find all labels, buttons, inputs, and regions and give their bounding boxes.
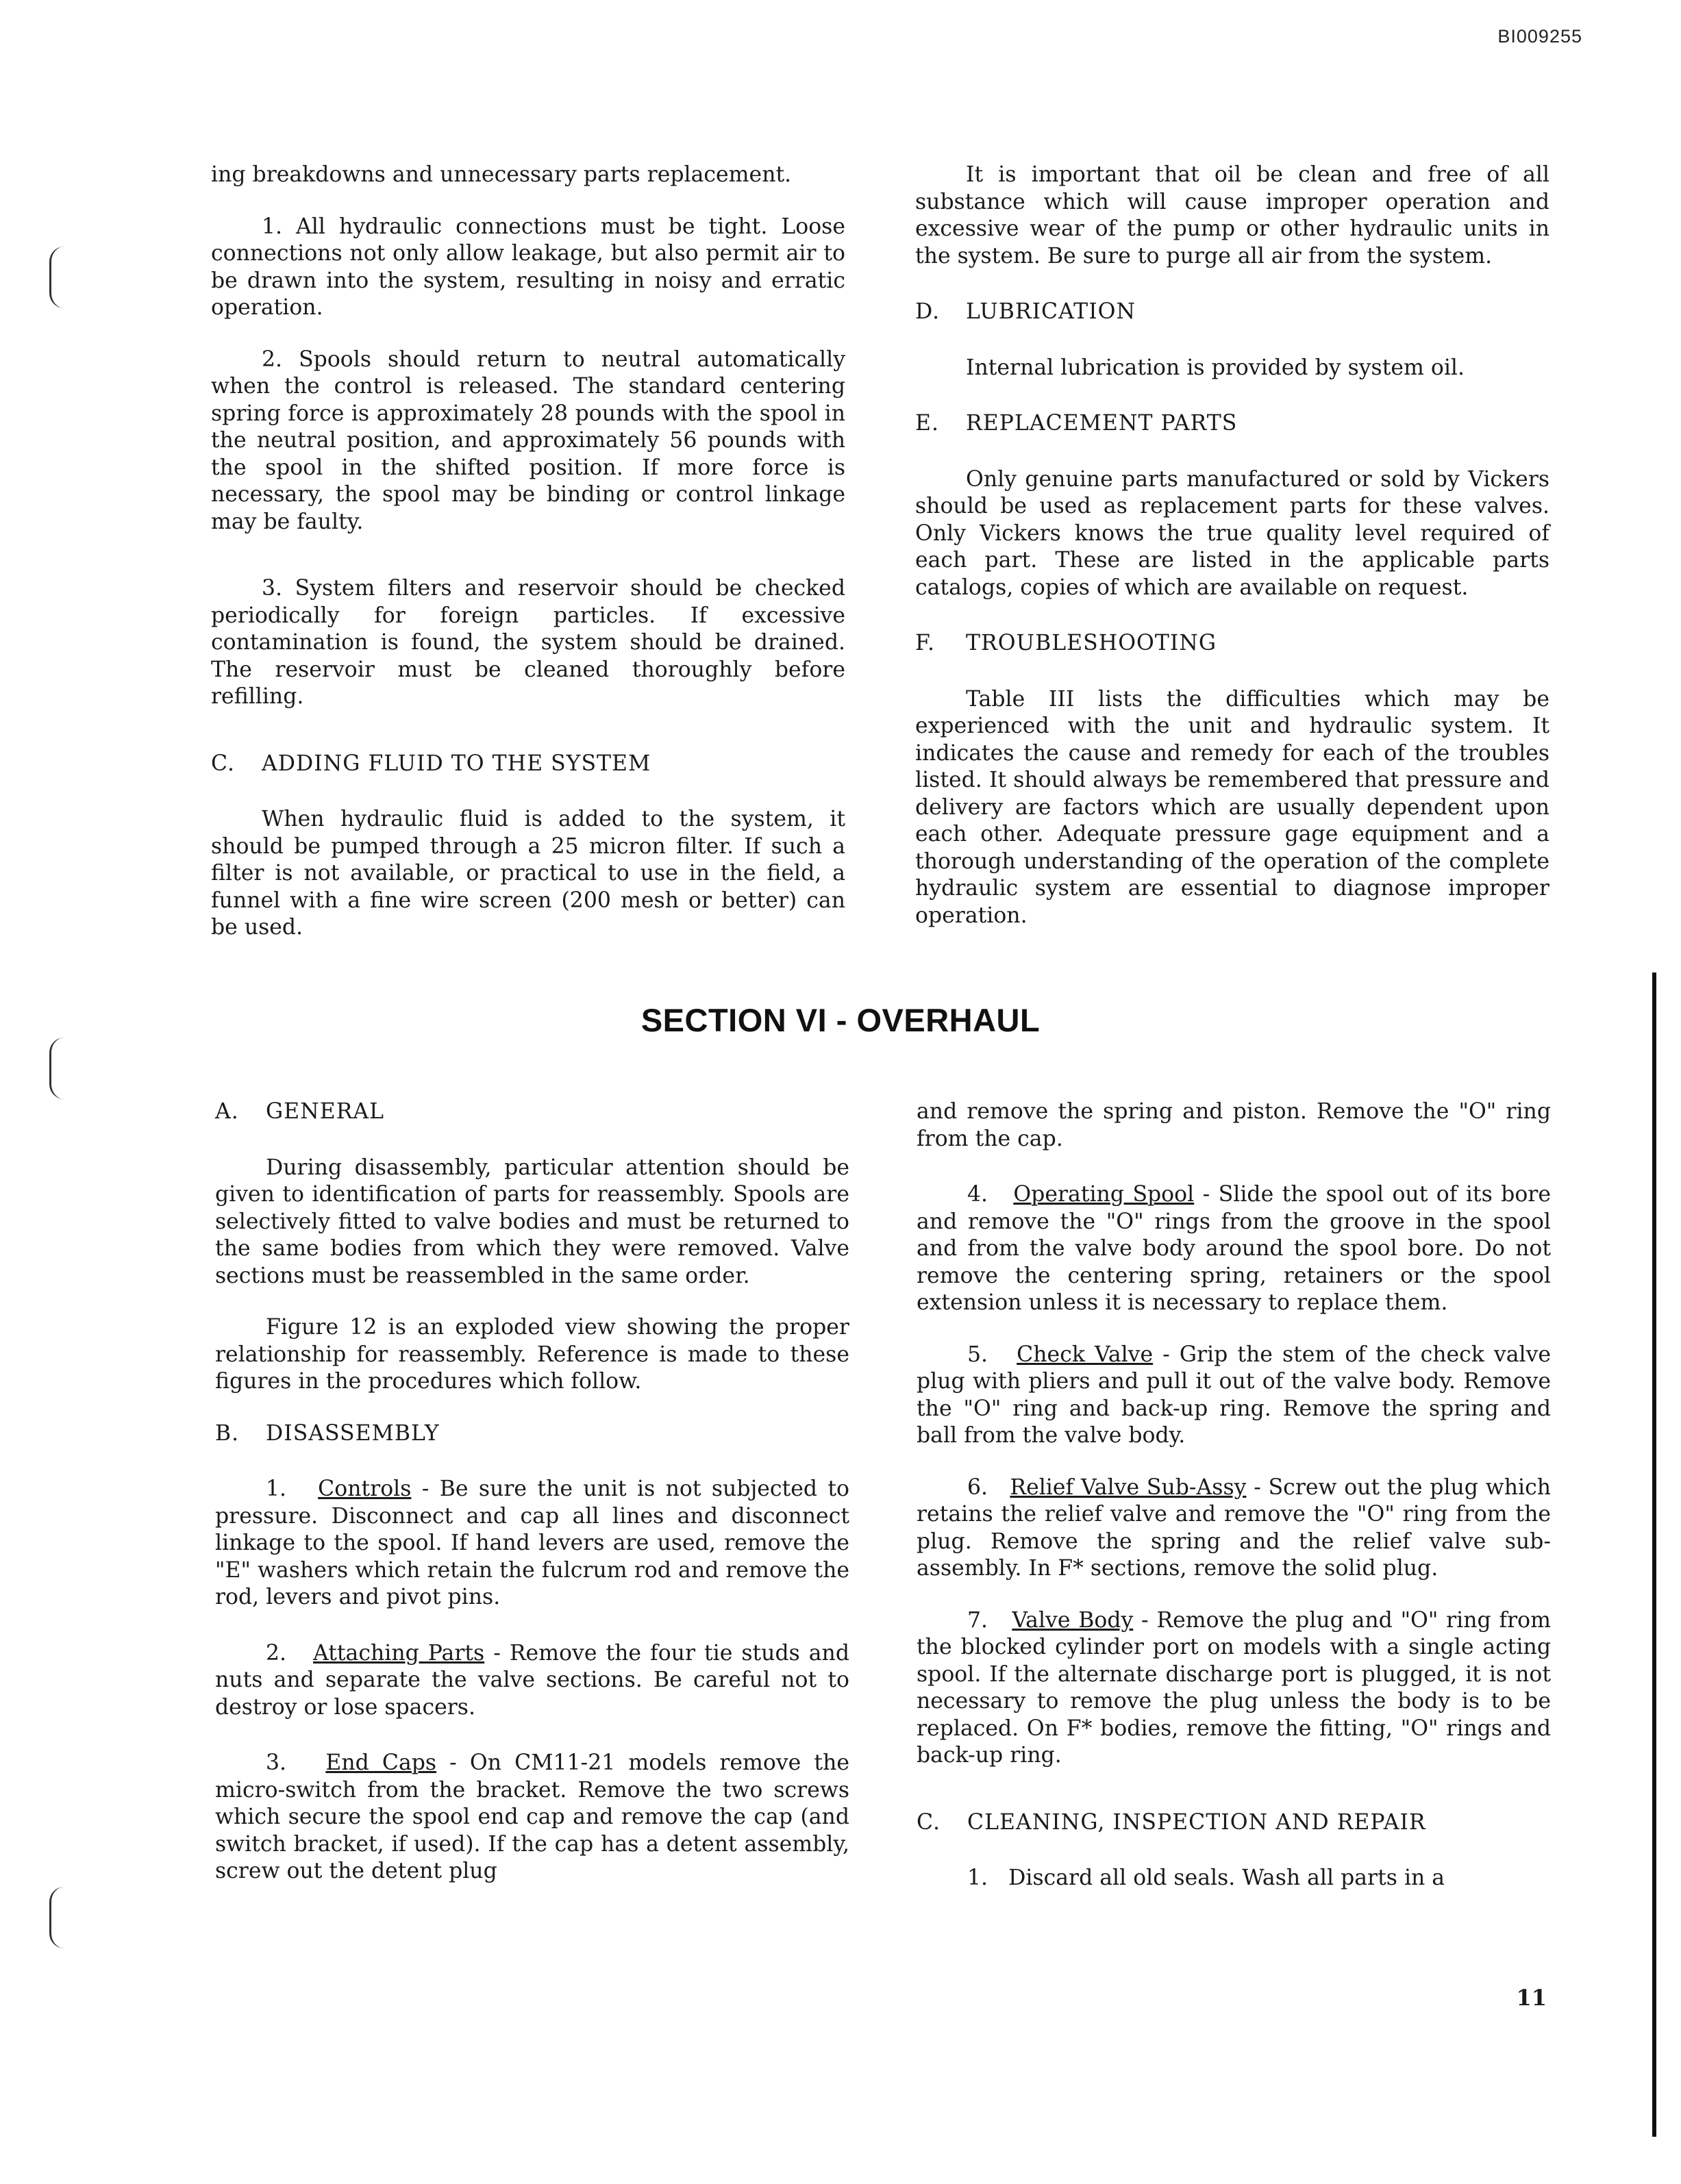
heading-text: CLEANING, INSPECTION AND REPAIR <box>967 1809 1426 1835</box>
section-heading <box>915 299 1549 326</box>
spacer <box>917 1836 1551 1865</box>
procedure-step <box>917 1865 1551 1892</box>
spacer <box>211 777 845 806</box>
step-title: End Caps <box>325 1750 437 1775</box>
heading-letter: A. <box>215 1099 239 1124</box>
page-number: 11 <box>1516 1985 1547 2011</box>
paragraph: It is important that oil be clean and free of all substance which will cause improper operation and excessive wear of the pump or other hydraulic units in the system. Be sure to purge all air from the system. <box>915 162 1549 268</box>
paragraph: and remove the spring and piston. Remove the "O" ring from the cap. <box>917 1099 1551 1151</box>
procedure-step <box>215 1476 849 1611</box>
spacer <box>211 536 845 575</box>
spacer <box>917 1317 1551 1342</box>
paragraph: 3. System filters and reservoir should be checked periodically for foreign particles. If excessive contamination is found, the system should be drained. The reservoir must be cleaned thoroughly before refilling. <box>211 576 845 709</box>
spacer <box>215 1721 849 1750</box>
step-number: 1. <box>266 1477 287 1501</box>
section-heading <box>915 410 1549 438</box>
section-title: SECTION VI - OVERHAUL <box>640 1002 1041 1038</box>
step-body: - On CM11-21 models remove the micro-switch from the bracket. Remove the two screws which secure the spool end cap and remove the cap (and switch bracket, if used). If the cap has a detent assembly, screw out the detent plug <box>215 1750 849 1883</box>
section-heading <box>917 1809 1551 1837</box>
step-number: 4. <box>967 1182 988 1207</box>
paragraph: ing breakdowns and unnecessary parts replacement. <box>211 162 792 187</box>
binder-hole-mark <box>49 247 66 308</box>
section-heading <box>211 751 845 778</box>
section-heading <box>215 1420 849 1448</box>
step-title: Relief Valve Sub-Assy <box>1010 1474 1247 1500</box>
heading-text: TROUBLESHOOTING <box>966 631 1217 655</box>
step-title: Controls <box>318 1477 412 1501</box>
heading-letter: C. <box>917 1809 941 1835</box>
column-bottom-right <box>917 1099 1551 1892</box>
paragraph: Figure 12 is an exploded view showing the proper relationship for reassembly. Reference is made to these figures in the procedures which follow. <box>215 1315 849 1394</box>
heading-text: DISASSEMBLY <box>266 1420 440 1446</box>
step-body: - Remove the four tie studs and nuts and separate the valve sections. Be careful not to destroy or lose spacers. <box>215 1640 850 1720</box>
heading-text: ADDING FLUID TO THE SYSTEM <box>262 751 651 776</box>
paragraph: Table III lists the difficulties which may be experienced with the unit and hydraulic system. It indicates the cause and remedy for each of the troubles listed. It should always be remembered that pressure and delivery are factors which are usually dependent upon each other. Adequate pressure gage equipment and a thorough understanding of the operation of the complete hydraulic system are essential to diagnose improper operation. <box>915 686 1549 928</box>
step-number: 5. <box>967 1342 988 1367</box>
spacer <box>215 1611 849 1640</box>
procedure-step <box>215 1750 849 1885</box>
paragraph: Internal lubrication is provided by system oil. <box>966 355 1465 380</box>
procedure-step <box>917 1342 1551 1450</box>
heading-letter: F. <box>915 631 935 655</box>
spacer <box>215 1447 849 1476</box>
step-title: Valve Body <box>1012 1607 1134 1633</box>
spacer <box>215 1126 849 1155</box>
spacer <box>915 601 1549 630</box>
document-id: BI009255 <box>1497 26 1582 47</box>
spacer <box>211 189 845 214</box>
procedure-step <box>917 1181 1551 1317</box>
step-body: Discard all old seals. Wash all parts in a <box>1008 1866 1445 1890</box>
paragraph: During disassembly, particular attention should be given to identification of parts for reassembly. Spools are selectively fitted to valve bodies and must be returned to the same bodies from which they were removed. Valve sections must be reassembled in the same order. <box>215 1155 849 1288</box>
paragraph: 2. Spools should return to neutral automatically when the control is released. The standard centering spring force is approximately 28 pounds with the spool in the neutral position, and approximately 56 pounds with the spool in the shifted position. If more force is necessary, the spool may be binding or control linkage may be faulty. <box>211 347 845 534</box>
spacer <box>215 1290 849 1314</box>
step-title: Attaching Parts <box>313 1640 485 1666</box>
procedure-step <box>917 1474 1551 1583</box>
column-top-left <box>211 162 845 942</box>
spacer <box>211 322 845 347</box>
step-number: 7. <box>967 1607 988 1633</box>
paragraph: When hydraulic fluid is added to the system, it should be pumped through a 25 micron filter. If such a filter is not available, or practical to use in the field, a funnel with a fine wire screen (200 mesh or better) can be used. <box>211 807 845 940</box>
spacer <box>917 1153 1551 1181</box>
spacer <box>917 1770 1551 1809</box>
column-bottom-left <box>215 1099 849 1885</box>
step-body: - Be sure the unit is not subjected to pressure. Disconnect and cap all lines and disconnect linkage to the spool. If hand levers are used, remove the "E" washers which retain the fulcrum rod and remove the rod, levers and pivot pins. <box>215 1477 849 1609</box>
step-title: Operating Spool <box>1013 1182 1195 1207</box>
step-body: - Slide the spool out of its bore and remove the "O" rings from the groove in the spool and from the valve body around the spool bore. Do not remove the centering spring, retainers or the spool extension unless it is necessary to replace them. <box>917 1182 1551 1315</box>
spacer <box>917 1583 1551 1607</box>
step-number: 3. <box>266 1750 287 1775</box>
procedure-step <box>917 1607 1551 1770</box>
spacer <box>211 711 845 751</box>
procedure-step <box>215 1640 849 1722</box>
heading-letter: B. <box>215 1420 240 1446</box>
step-body: - Remove the plug and "O" ring from the blocked cylinder port on models with a single acting spool. If the alternate discharge port is plugged, it is not necessary to remove the plug unless the body is to be replaced. On F* bodies, remove the fitting, "O" rings and back-up ring. <box>917 1607 1552 1768</box>
step-title: Check Valve <box>1017 1342 1154 1367</box>
spacer <box>215 1396 849 1420</box>
spacer <box>915 657 1549 686</box>
step-number: 2. <box>266 1640 287 1666</box>
heading-text: REPLACEMENT PARTS <box>966 411 1238 436</box>
spacer <box>915 270 1549 299</box>
paragraph: 1. All hydraulic connections must be tight. Loose connections not only allow leakage, but also permit air to be drawn into the system, resulting in noisy and erratic operation. <box>211 214 845 320</box>
heading-text: GENERAL <box>266 1099 385 1124</box>
step-number: 6. <box>967 1474 988 1500</box>
section-heading <box>215 1099 849 1126</box>
column-top-right <box>915 162 1549 929</box>
spacer <box>917 1450 1551 1474</box>
heading-letter: D. <box>915 299 941 324</box>
paragraph: Only genuine parts manufactured or sold by Vickers should be used as replacement parts for these valves. Only Vickers knows the true quality level required of each part. These are listed in the applicable parts catalogs, copies of which are available on request. <box>915 466 1549 600</box>
binder-hole-mark <box>49 1887 66 1948</box>
step-number: 1. <box>967 1866 988 1890</box>
binder-hole-mark <box>49 1038 66 1099</box>
step-body: - Grip the stem of the check valve plug with pliers and pull it out of the valve body. Remove the "O" ring and back-up ring. Remove the spring and ball from the valve body. <box>917 1342 1552 1448</box>
spacer <box>915 326 1549 355</box>
heading-letter: E. <box>915 411 940 436</box>
spacer <box>915 381 1549 410</box>
spacer <box>915 438 1549 466</box>
section-heading <box>915 630 1549 657</box>
heading-text: LUBRICATION <box>966 299 1136 324</box>
page-edge-rule <box>1652 972 1656 2137</box>
heading-letter: C. <box>211 751 235 776</box>
step-body: - Screw out the plug which retains the relief valve and remove the "O" ring from the plug. Remove the spring and the relief valve sub-assembly. In F* sections, remove the solid plug. <box>917 1474 1551 1581</box>
